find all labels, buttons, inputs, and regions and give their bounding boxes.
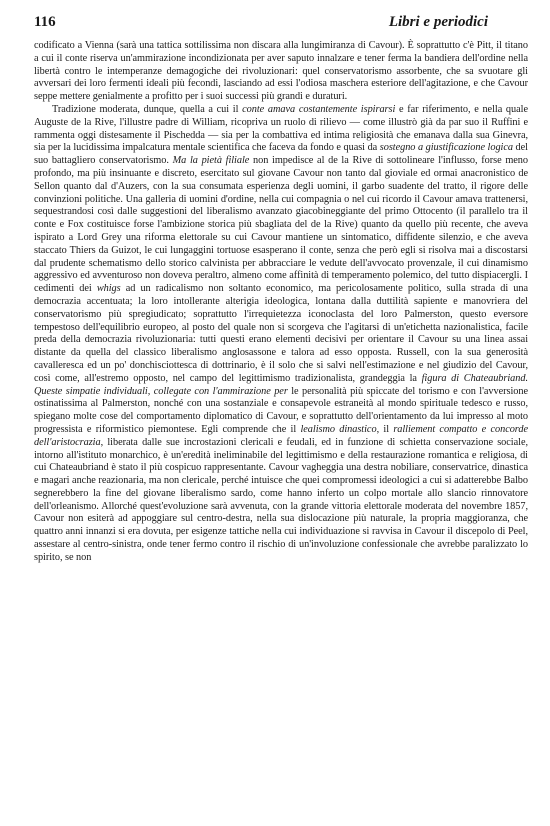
italic-text-span: Ma la pietà filiale [172,155,250,167]
page-number: 116 [34,14,56,30]
text-span: , il [376,423,394,435]
running-title: Libri e periodici [388,14,488,30]
paragraph [34,104,528,565]
text-span: codificato a Vienna (sarà una tattica sottilissima non discara alla lungimiranza di Cavour). È soprattutto c'è Pitt, il titano a cui il conte riserva un'ammirazione incondizionata per aver saputo innalzare e tener ferma la bandiera dell'ordine nella libertà contro le intemperanze demagogiche dei rivoluzionari: quel conservatorismo assorbente, che sa svuotare gli avversari dei loro fermenti ideali più fecondi, lasciando ad essi l'odiosa maschera esteriore dell'agitazione, e che Cavour seppe mettere genialmente a profitto per i suoi successi più grandi e duraturi. [34,40,528,103]
paragraph [34,40,528,104]
text-span: non impedisce al de la Rive di sottolineare l'influsso, forse meno profondo, ma più insinuante e discreto, esercitato sul giovane Cavour non tanto dal gioviale ed ormai anacronistico de Sellon quanto dal d'Auzers, con la sua consumata esperienza degli uomini, il garbo suadente del tratto, il rigore delle convinzioni politiche. Una galleria di uomini d'ordine, nella cui compagnia o nel cui ricordo il Cavour amava trattenersi, sequestrandosi così dalle suggestioni del liberalismo avanzato giacobineggiante del primo Ottocento (il parallelo tra il conte e Fox costituisce forse l'ambizione storica più sbagliata del de la Rive) quanto da quello più recente, che aveva ispirato a Lord Grey una riforma elettorale su cui Cavour mantiene un sintomatico, diffidente silenzio, e che aveva staccato Thiers da Guizot, le cui lungaggini tortuose esasperano il conte, senza che però egli si risolva mai a discostarsi dal prudente schematismo dello storico calvinista per abbracciare le vedute dell'avvocato provenzale, il cui dinamismo aggressivo ed avventuroso non doveva peraltro, almeno come affinità di temperamento polemico, del tutto dispiacergli. I cedimenti dei [34,155,528,295]
text-span: le personalità più spiccate del torismo e con l'avversione ostinatissima al Palmerston, nonché con una sostanziale e consapevole estraneità al mondo spirituale tedesco e russo, spiegano molte cose del comportamento diplomatico di Cavour, e soprattutto dell'orientamento da lui impresso al moto progressista e riformistico piemontese. Egli comprende che il [34,385,528,435]
text-span: , liberata dalle sue incrostazioni clericali e feudali, ed in funzione di schietta conservazione sociale, intorno all'istituto monarchico, è un'eredità ineliminabile del legittimismo e della restaurazione romantica e religiosa, di cui Chateaubriand è stato il più cospicuo rappresentante. Cavour vagheggia una destra nobiliare, conservatrice, dinastica e magari anche reazionaria, ma non clericale, perché intuisce che quei compromessi ideologici a cui si adatterebbe Balbo segnerebbero la fine del giovane liberalismo sardo, come hanno inferto un colpo mortale allo slancio rinnovatore dell'orleanismo. Allorché quest'evoluzione sarà avvenuta, con la grande vittoria elettorale moderata del novembre 1857, Cavour non esiterà ad appoggiare sul centro-destra, nella sua dislocazione più naturale, la propria maggioranza, che quattro anni innanzi si era dovuta, per esigenze tattiche nella cui individuazione si ravvisa in Cavour il discepolo di Peel, assestare al centro-sinistra, onde tener fermo contro il rischio di un'involuzione confessionale che avrebbe paralizzato lo spirito, se non [34,436,528,563]
text-span: ad un radicalismo non soltanto economico, ma pericolosamente politico, sulla strada di una democrazia accentuata; la loro intollerante alterigia ideologica, lontana dalla duttilità sapiente e manovriera del conservatorismo più spregiudicato; soprattutto l'irrequietezza iconoclasta del loro Palmerston, questo eversore tempestoso dell'equilibrio europeo, al posto del quale non si scorgeva che l'agitarsi di un'etichetta nazionalistica, facile preda della democrazia rivoluzionaria: tutti questi erano elementi decisivi per orientare il Cavour su una linea assai distante da quella del classico liberalismo anglosassone e talora ad esso opposta. Russell, con la sua generosità cavalleresca ed un po' donchisciottesca di dottrinario, è il solo che si salvi nell'estimazione e nel giudizio del Cavour, così come, all'estremo opposto, nel campo del legittimismo tradizionalista, grandeggia la [34,283,528,384]
italic-text-span: ralliement compatto e concorde dell'aristocrazia [34,423,529,448]
page-header [34,14,528,40]
text-span: e far riferimento, e nella quale Auguste de la Rive, l'illustre padre di William, ricopriva un ruolo di rilievo — come illustrò già da par suo il Ruffini e rammenta oggi distesamente il Pischedda — sia per la combattiva ed intima religiosità che emanava dalla sua Ginevra, sia per la lucidissima impalcatura mentale scientifica che faceva da fondo e quasi da [34,103,528,154]
italic-text-span: sostegno a giustificazione logica [379,142,513,154]
body-text [34,40,528,565]
text-span: Tradizione moderata, dunque, quella a cui il [52,103,243,115]
italic-text-span: figura di Chateaubriand. Queste simpatie individuali, collegate con l'ammirazione per [34,372,528,397]
italic-text-span: conte amava costantemente ispirarsi [242,103,396,115]
italic-text-span: lealismo dinastico [300,423,377,435]
text-span: del suo battagliero conservatorismo. [34,142,528,167]
italic-text-span: whigs [96,283,121,295]
